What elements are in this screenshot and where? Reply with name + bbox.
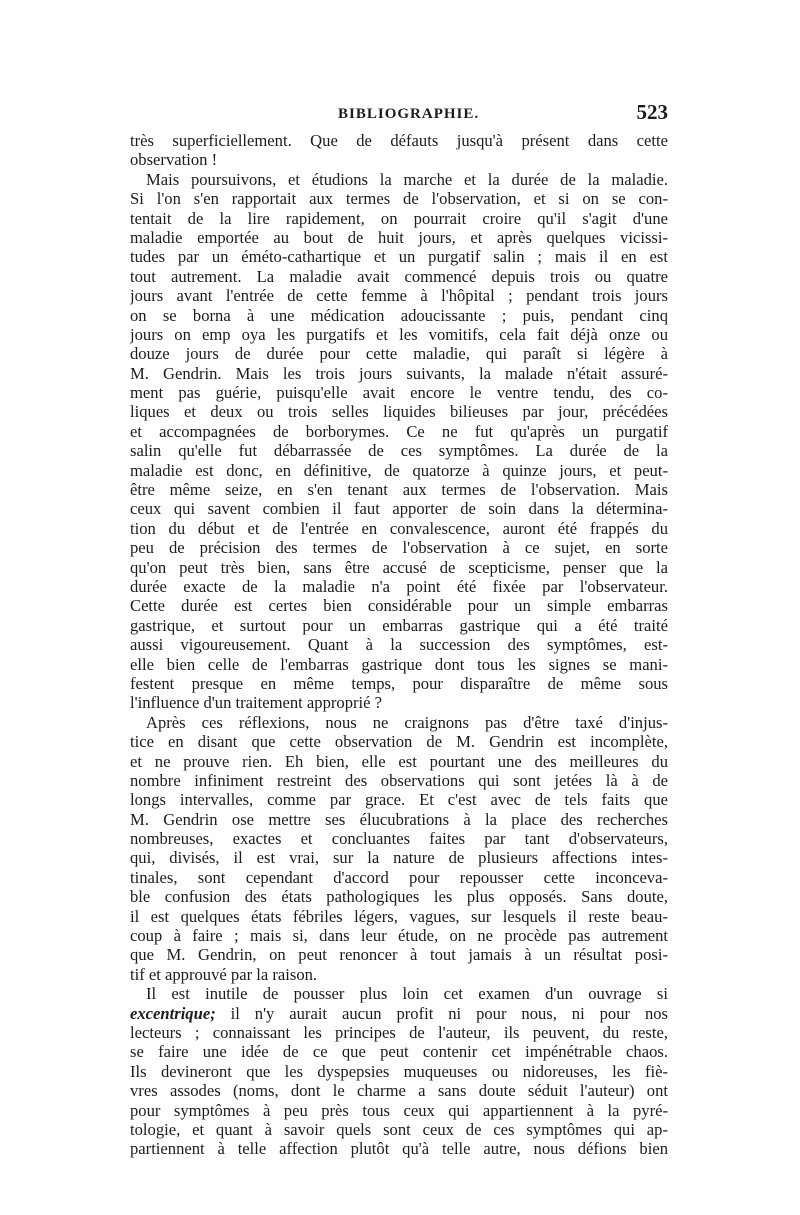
text-line: l'influence d'un traitement approprié ?	[130, 693, 383, 713]
text-line: festent presque en même temps, pour disparaître de même sous	[130, 673, 668, 693]
text-line: se faire une idée de ce que peut contenir cet impénétrable chaos.	[130, 1042, 668, 1062]
text-line: longs intervalles, comme par grace. Et c'est avec de tels faits que	[130, 790, 668, 810]
text-line: Mais poursuivons, et étudions la marche et la durée de la maladie.	[146, 169, 668, 189]
text-line: aussi vigoureusement. Quant à la succession des symptômes, est-	[130, 635, 668, 655]
text-line: ble confusion des états pathologiques les plus opposés. Sans doute,	[130, 887, 668, 907]
text-line: M. Gendrin ose mettre ses élucubrations à la place des recherches	[130, 809, 668, 829]
text-line: Il est inutile de pousser plus loin cet examen d'un ouvrage si	[146, 984, 668, 1004]
text-line: et ne prouve rien. Eh bien, elle est pourtant une des meilleures du	[130, 751, 668, 771]
text-line: être même seize, en s'en tenant aux termes de l'observation. Mais	[130, 480, 668, 500]
emphasized-word: excentrique;	[130, 1003, 216, 1023]
text-line: douze jours de durée pour cette maladie, qui paraît si légère à	[130, 344, 668, 364]
text-line-rest: il n'y aurait aucun profit ni pour nous, ni pour nos	[230, 1003, 668, 1023]
text-line: tinales, sont cependant d'accord pour repousser cette inconceva-	[130, 867, 668, 887]
text-line: nombre infiniment restreint des observations qui sont jetées là à de	[130, 770, 668, 790]
running-title: BIBLIOGRAPHIE.	[338, 106, 480, 122]
text-line: nombreuses, exactes et concluantes faites par tant d'observateurs,	[130, 829, 668, 849]
text-line: Après ces réflexions, nous ne craignons pas d'être taxé d'injus-	[146, 712, 668, 732]
text-line: tentait de la lire rapidement, on pourrait croire qu'il s'agit d'une	[130, 208, 668, 228]
text-line: on se borna à une médication adoucissante ; puis, pendant cinq	[130, 305, 668, 325]
text-line: tologie, et quant à savoir quels sont ceux de ces symptômes qui ap-	[130, 1119, 668, 1139]
text-line: qu'on peut très bien, sans être accusé de scepticisme, penser que la	[130, 557, 668, 577]
text-line: Ils devineront que les dyspepsies muqueuses ou nidoreuses, les fiè-	[130, 1061, 668, 1081]
text-line: peu de précision des termes de l'observation à ce sujet, en sorte	[130, 538, 668, 558]
text-line: maladie est donc, en définitive, de quatorze à quinze jours, et peut-	[130, 460, 668, 480]
text-line: observation !	[130, 150, 218, 170]
text-line	[130, 1004, 668, 1023]
text-line: il est quelques états fébriles légers, vagues, sur lesquels il reste beau-	[130, 906, 668, 926]
text-line: tudes par un émétо-cathartique et un purgatif salin ; mais il en est	[130, 247, 668, 267]
text-line: qui, divisés, il est vrai, sur la nature de plusieurs affections intes-	[130, 848, 668, 868]
body-text	[130, 131, 668, 1159]
text-line: très superficiellement. Que de défauts jusqu'à présent dans cette	[130, 131, 668, 150]
text-line: ceux qui savent combien il faut apporter de soin dans la détermina-	[130, 499, 668, 519]
page-header	[130, 100, 668, 130]
text-line: tice en disant que cette observation de M. Gendrin est incomplète,	[130, 732, 668, 752]
text-line: vres assodes (noms, dont le charme a sans doute séduit l'auteur) ont	[130, 1081, 668, 1101]
text-line: Si l'on s'en rapportait aux termes de l'observation, et si on se con-	[130, 189, 668, 209]
text-line: et accompagnées de borborymes. Ce ne fut qu'après un purgatif	[130, 421, 668, 441]
text-line: jours on emp oya les purgatifs et les vomitifs, cela fait déjà onze ou	[130, 324, 668, 344]
text-line: elle bien celle de l'embarras gastrique dont tous les signes se mani-	[130, 654, 668, 674]
text-line: tion du début et de l'entrée en convalescence, auront été frappés du	[130, 518, 668, 538]
text-line: M. Gendrin. Mais les trois jours suivants, la malade n'était assuré-	[130, 363, 668, 383]
text-line: gastrique, et surtout pour un embarras gastrique qui a été traité	[130, 615, 668, 635]
text-line: tout autrement. La maladie avait commencé depuis trois ou quatre	[130, 266, 668, 286]
text-line: pour symptômes à peu près tous ceux qui appartiennent à la pyré-	[130, 1100, 668, 1120]
text-line: que M. Gendrin, on peut renoncer à tout jamais à un résultat posi-	[130, 945, 668, 965]
text-line: coup à faire ; mais si, dans leur étude, on ne procède pas autrement	[130, 926, 668, 946]
page-number: 523	[636, 100, 668, 124]
text-line: ment pas guérie, puisqu'elle avait encore le ventre tendu, des co-	[130, 383, 668, 403]
text-line: lecteurs ; connaissant les principes de l'auteur, ils peuvent, du reste,	[130, 1022, 668, 1042]
text-line: partiennent à telle affection plutôt qu'à telle autre, nous défions bien	[130, 1139, 668, 1159]
text-line: Cette durée est certes bien considérable pour un simple embarras	[130, 596, 668, 616]
text-line: salin qu'elle fut débarrassée de ces symptômes. La durée de la	[130, 441, 668, 461]
text-line: liques et deux ou trois selles liquides bilieuses par jour, précédées	[130, 402, 668, 422]
text-line: durée exacte de la maladie n'a point été fixée par l'observateur.	[130, 576, 668, 596]
text-line: jours avant l'entrée de cette femme à l'hôpital ; pendant trois jours	[130, 286, 668, 306]
text-line: tif et approuvé par la raison.	[130, 964, 318, 984]
text-line: maladie emportée au bout de huit jours, et après quelques vicissi-	[130, 227, 668, 247]
